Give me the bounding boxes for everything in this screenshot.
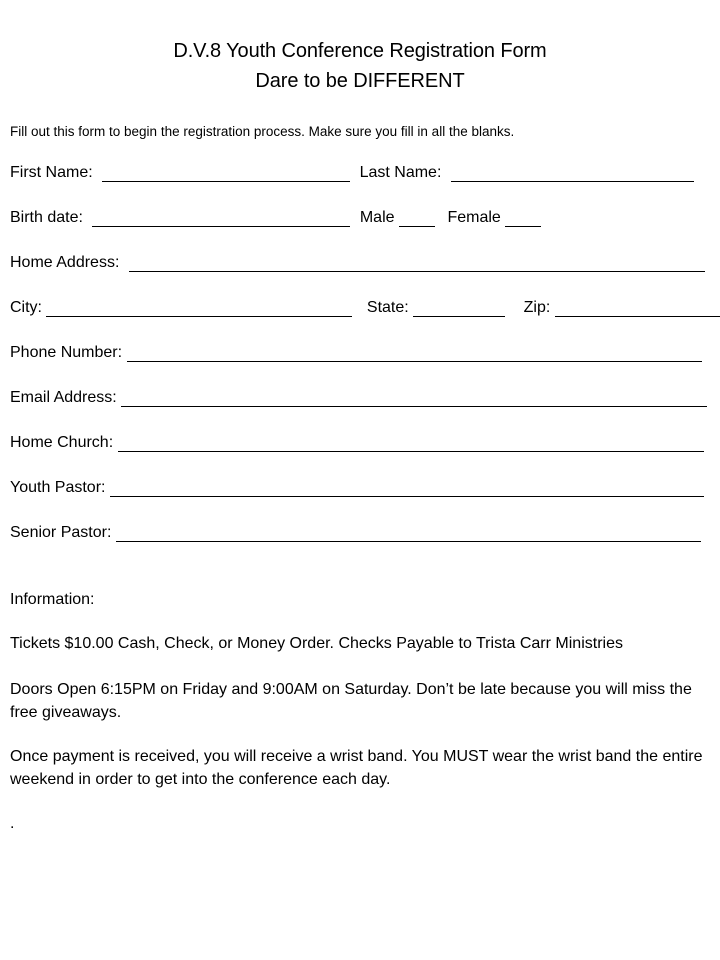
male-blank[interactable] bbox=[399, 208, 435, 227]
name-row bbox=[10, 161, 694, 185]
home-church-label: Home Church: bbox=[10, 434, 114, 451]
senior-pastor-label: Senior Pastor: bbox=[10, 524, 112, 541]
state-label: State: bbox=[366, 299, 409, 316]
payment-info: Once payment is received, you will receive a wrist band. You MUST wear the wrist band the entire weekend in order to get into the conference each day. bbox=[10, 748, 703, 788]
youth-pastor-blank[interactable] bbox=[110, 478, 704, 497]
email-blank[interactable] bbox=[121, 388, 707, 407]
email-label: Email Address: bbox=[10, 389, 117, 406]
youth-pastor-label: Youth Pastor: bbox=[10, 479, 106, 496]
female-label: Female bbox=[447, 209, 501, 226]
city-blank[interactable] bbox=[46, 298, 352, 317]
birth-date-label: Birth date: bbox=[10, 209, 83, 226]
home-church-row bbox=[10, 431, 704, 455]
city-row bbox=[10, 296, 720, 320]
first-name-label: First Name: bbox=[10, 164, 93, 181]
phone-blank[interactable] bbox=[127, 343, 702, 362]
birth-date-blank[interactable] bbox=[92, 208, 350, 227]
doors-info: Doors Open 6:15PM on Friday and 9:00AM on Saturday. Don’t be late because you will miss the free giveaways. bbox=[10, 681, 692, 721]
form-subtitle: Dare to be DIFFERENT bbox=[255, 70, 465, 92]
female-blank[interactable] bbox=[505, 208, 541, 227]
home-address-label: Home Address: bbox=[10, 254, 120, 271]
trailing-mark: . bbox=[10, 815, 15, 832]
home-church-blank[interactable] bbox=[118, 433, 704, 452]
intro-text: Fill out this form to begin the registration process. Make sure you fill in all the blanks. bbox=[10, 124, 515, 139]
youth-pastor-row bbox=[10, 476, 704, 500]
senior-pastor-blank[interactable] bbox=[116, 523, 701, 542]
zip-blank[interactable] bbox=[555, 298, 720, 317]
email-row bbox=[10, 386, 707, 410]
phone-label: Phone Number: bbox=[10, 344, 123, 361]
last-name-label: Last Name: bbox=[359, 164, 442, 181]
form-title: D.V.8 Youth Conference Registration Form bbox=[173, 40, 547, 62]
home-address-blank[interactable] bbox=[129, 253, 705, 272]
birth-row bbox=[10, 206, 541, 230]
information-heading: Information: bbox=[10, 591, 95, 608]
zip-label: Zip: bbox=[523, 299, 551, 316]
first-name-blank[interactable] bbox=[102, 163, 350, 182]
last-name-blank[interactable] bbox=[451, 163, 694, 182]
state-blank[interactable] bbox=[413, 298, 505, 317]
home-address-row bbox=[10, 251, 705, 275]
phone-row bbox=[10, 341, 702, 365]
city-label: City: bbox=[10, 299, 42, 316]
male-label: Male bbox=[359, 209, 395, 226]
tickets-info: Tickets $10.00 Cash, Check, or Money Order. Checks Payable to Trista Carr Ministries bbox=[10, 635, 623, 652]
senior-pastor-row bbox=[10, 521, 701, 545]
